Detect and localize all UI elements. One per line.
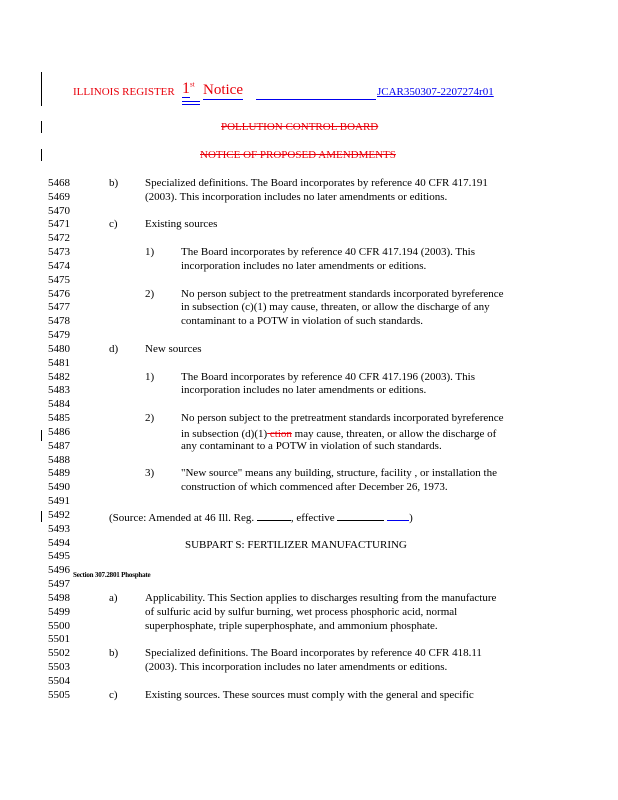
line-number: 5484 bbox=[48, 398, 70, 411]
change-bar-board bbox=[41, 121, 42, 133]
line-number: 5500 bbox=[48, 619, 70, 632]
line-number: 5489 bbox=[48, 467, 70, 480]
page-number: 1 bbox=[182, 80, 190, 97]
line-number: 5505 bbox=[48, 688, 70, 701]
line-number: 5481 bbox=[48, 356, 70, 369]
source-close: ) bbox=[409, 512, 413, 524]
inserted-page-number bbox=[182, 80, 195, 98]
line-number: 5478 bbox=[48, 315, 70, 328]
line-text: The Board incorporates by reference 40 CFR 417.194 (2003). This bbox=[181, 246, 475, 259]
line-number: 5471 bbox=[48, 218, 70, 231]
subsection-marker: c) bbox=[109, 688, 118, 701]
line-number: 5476 bbox=[48, 287, 70, 300]
board-name: POLLUTION CONTROL BOARD bbox=[221, 121, 379, 133]
line-number: 5496 bbox=[48, 564, 70, 577]
line-number: 5490 bbox=[48, 481, 70, 494]
line-number: 5487 bbox=[48, 439, 70, 452]
line-text: No person subject to the pretreatment standards incorporated byreference bbox=[181, 412, 504, 425]
line-number: 5482 bbox=[48, 370, 70, 383]
subpart-heading: SUBPART S: FERTILIZER MANUFACTURING bbox=[185, 539, 407, 551]
line-number: 5504 bbox=[48, 674, 70, 687]
line-text: (2003). This incorporation includes no later amendments or editions. bbox=[145, 190, 448, 203]
line-text: contaminant to a POTW in violation of such standards. bbox=[181, 315, 424, 328]
line-number: 5503 bbox=[48, 661, 70, 674]
line-5486-text bbox=[181, 427, 496, 441]
section-heading: Section 307.2801 Phosphate bbox=[73, 571, 151, 579]
line-5486-pre: in subsection (d)(1) bbox=[181, 428, 268, 440]
line-number: 5485 bbox=[48, 412, 70, 425]
subsection-marker: b) bbox=[109, 647, 119, 660]
line-text: Applicability. This Section applies to discharges resulting from the manufacture bbox=[145, 591, 497, 604]
source-note bbox=[109, 510, 413, 525]
line-text: Specialized definitions. The Board incorporates by reference 40 CFR 418.11 bbox=[145, 647, 482, 660]
line-number: 5488 bbox=[48, 453, 70, 466]
line-text: incorporation includes no later amendments or editions. bbox=[181, 384, 427, 397]
line-number: 5477 bbox=[48, 301, 70, 314]
line-text: Specialized definitions. The Board incorporates by reference 40 CFR 417.191 bbox=[145, 177, 488, 189]
line-text: any contaminant to a POTW in violation of such standards. bbox=[181, 439, 442, 452]
line-text: incorporation includes no later amendments or editions. bbox=[181, 259, 427, 272]
line-number: 5497 bbox=[48, 578, 70, 591]
line-number: 5470 bbox=[48, 204, 70, 217]
line-text: of sulfuric acid by sulfur burning, wet process phosphoric acid, normal bbox=[145, 605, 458, 618]
change-bar-notice bbox=[41, 149, 42, 161]
page-number-superscript: st bbox=[190, 80, 195, 89]
header-blank-line bbox=[256, 99, 376, 100]
inserted-blank bbox=[387, 510, 409, 521]
line-number: 5468 bbox=[48, 177, 70, 189]
line-text: Existing sources bbox=[145, 218, 218, 231]
line-text: New sources bbox=[145, 342, 202, 355]
change-bar-header bbox=[41, 72, 42, 106]
line-text: Existing sources. These sources must comply with the general and specific bbox=[145, 688, 474, 701]
line-number: 5495 bbox=[48, 550, 70, 563]
paragraph-marker: 1) bbox=[145, 370, 155, 383]
subsection-marker: d) bbox=[109, 342, 119, 355]
source-effective: , effective bbox=[290, 512, 335, 524]
line-number: 5494 bbox=[48, 536, 70, 549]
line-number: 5474 bbox=[48, 259, 70, 272]
line-number: 5469 bbox=[48, 190, 70, 203]
line-text: "New source" means any building, structure, facility , or installation the bbox=[181, 467, 497, 480]
line-number: 5501 bbox=[48, 633, 70, 646]
line-text: (2003). This incorporation includes no later amendments or editions. bbox=[145, 661, 448, 674]
line-number: 5480 bbox=[48, 342, 70, 355]
line-number: 5498 bbox=[48, 591, 70, 604]
header-double-underline bbox=[182, 101, 200, 105]
line-number: 5475 bbox=[48, 273, 70, 286]
notice-title: NOTICE OF PROPOSED AMENDMENTS bbox=[200, 149, 396, 161]
line-number: 5473 bbox=[48, 246, 70, 259]
change-bar-5492 bbox=[41, 511, 42, 522]
paragraph-marker: 1) bbox=[145, 246, 155, 259]
line-text: No person subject to the pretreatment standards incorporated byreference bbox=[181, 287, 504, 300]
line-number: 5486 bbox=[48, 425, 70, 438]
line-text: The Board incorporates by reference 40 CFR 417.196 (2003). This bbox=[181, 370, 475, 383]
change-bar-5486 bbox=[41, 430, 42, 441]
register-title: ILLINOIS REGISTER bbox=[73, 86, 175, 98]
line-number: 5502 bbox=[48, 647, 70, 660]
line-text: construction of which commenced after December 26, 1973. bbox=[181, 481, 448, 494]
paragraph-marker: 2) bbox=[145, 287, 155, 300]
volume-page-blank bbox=[257, 510, 291, 521]
line-number: 5499 bbox=[48, 605, 70, 618]
subsection-marker: a) bbox=[109, 591, 118, 604]
document-id: JCAR350307-2207274r01 bbox=[377, 86, 494, 98]
deleted-text: ction bbox=[267, 428, 292, 440]
paragraph-marker: 2) bbox=[145, 412, 155, 425]
notice-label: Notice bbox=[203, 82, 243, 98]
effective-date-blank bbox=[337, 510, 384, 521]
line-number: 5492 bbox=[48, 508, 70, 521]
line-number: 5491 bbox=[48, 495, 70, 508]
line-number: 5472 bbox=[48, 232, 70, 245]
line-number: 5483 bbox=[48, 384, 70, 397]
line-number: 5493 bbox=[48, 522, 70, 535]
line-text: superphosphate, triple superphosphate, and ammonium phosphate. bbox=[145, 619, 438, 632]
line-5486-post: may cause, threaten, or allow the discharge of bbox=[291, 428, 497, 440]
subsection-marker: c) bbox=[109, 218, 118, 231]
line-number: 5479 bbox=[48, 329, 70, 342]
line-text: in subsection (c)(1) may cause, threaten, or allow the discharge of any bbox=[181, 301, 490, 314]
subsection-marker: b) bbox=[109, 177, 119, 189]
paragraph-marker: 3) bbox=[145, 467, 155, 480]
source-prefix: (Source: Amended at 46 Ill. Reg. bbox=[109, 512, 255, 524]
